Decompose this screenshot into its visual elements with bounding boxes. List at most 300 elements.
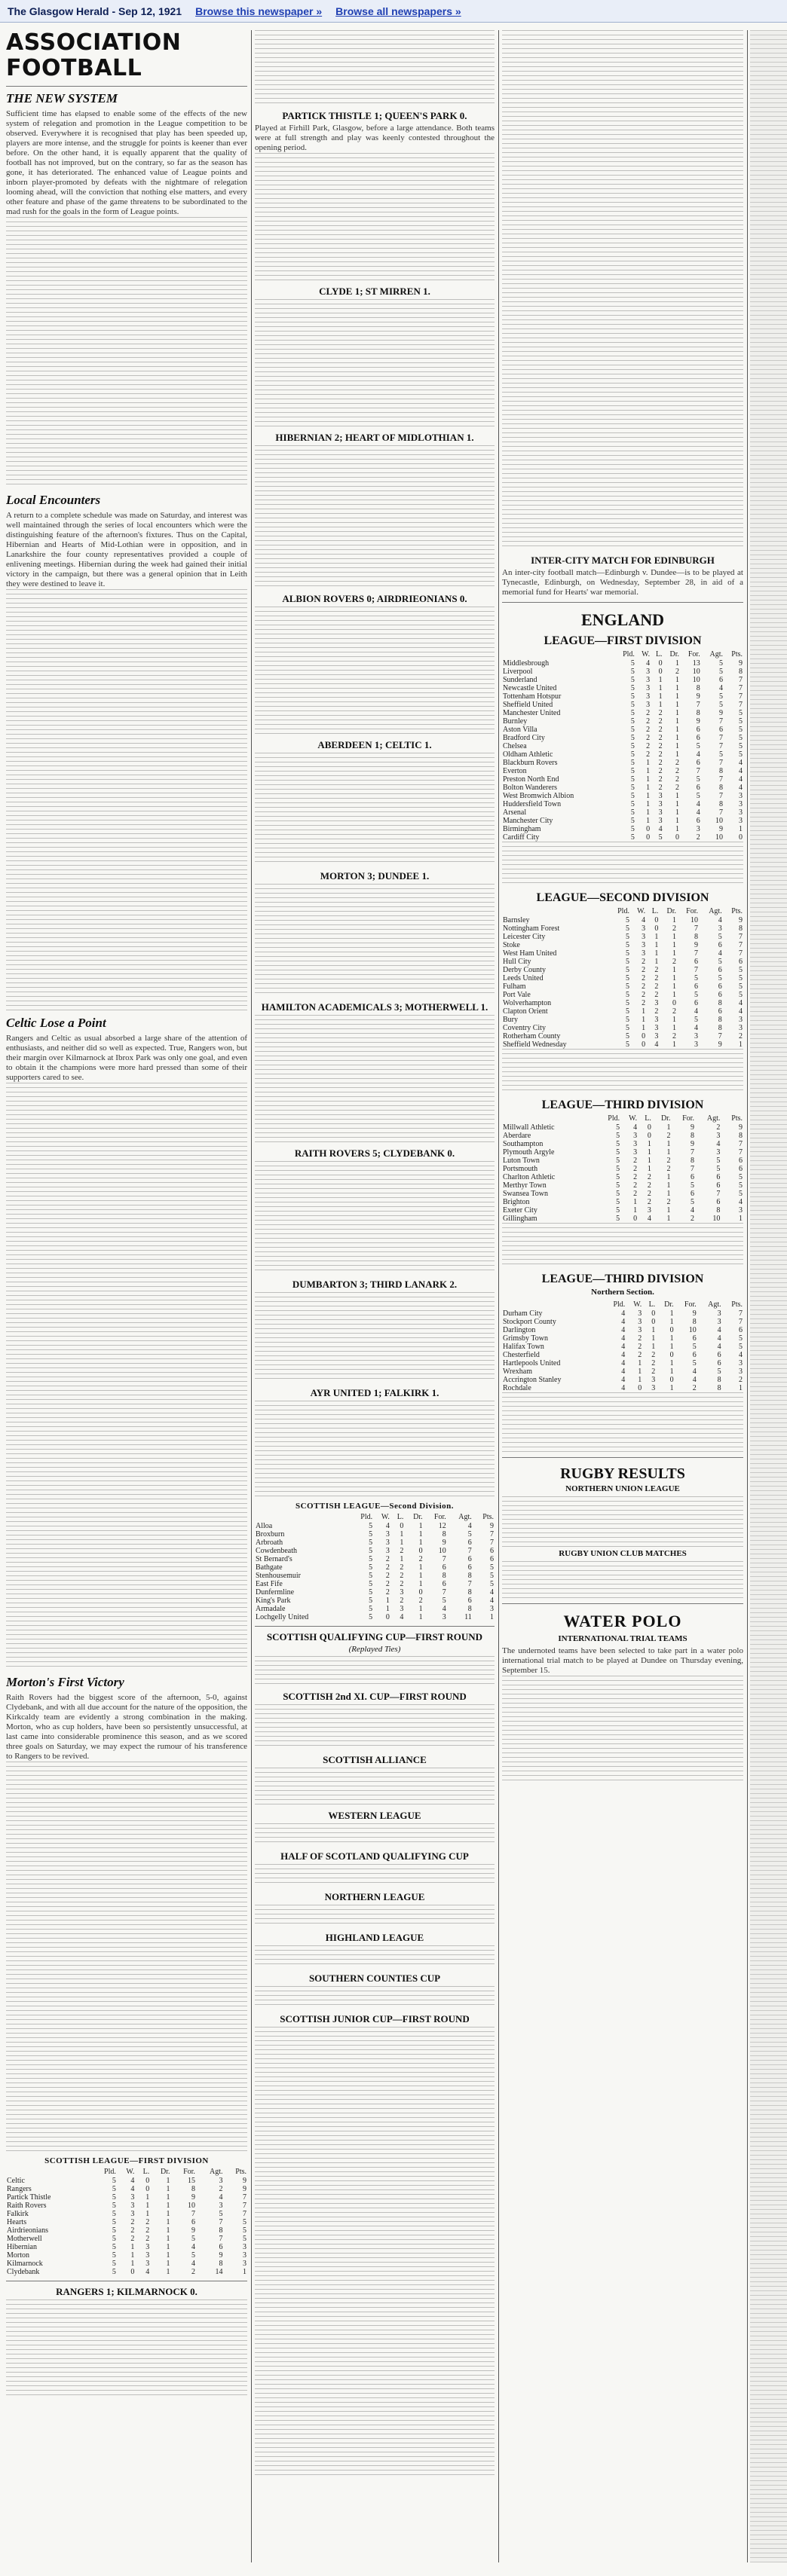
table-cell: 8 bbox=[467, 1572, 472, 1580]
table-cell: 3 bbox=[646, 676, 651, 684]
table-cell: 5 bbox=[739, 734, 743, 742]
table-cell: 5 bbox=[658, 833, 663, 842]
table-cell: 5 bbox=[692, 1343, 697, 1351]
results-list bbox=[255, 1768, 495, 1805]
table-cell: 2 bbox=[675, 759, 680, 767]
match-report bbox=[255, 153, 495, 281]
team-name: Newcastle United bbox=[503, 684, 557, 692]
table-cell: 5 bbox=[467, 1530, 472, 1539]
table-cell: 6 bbox=[191, 2218, 195, 2226]
team-name: Charlton Athletic bbox=[503, 1173, 556, 1181]
browse-all-newspapers-link[interactable]: Browse all newspapers » bbox=[335, 5, 461, 17]
table-cell: 5 bbox=[739, 1181, 743, 1190]
table-cell: 3 bbox=[642, 924, 646, 933]
table-cell: 1 bbox=[418, 1605, 423, 1613]
table-cell: 7 bbox=[739, 701, 743, 709]
table-cell: 5 bbox=[625, 1016, 629, 1024]
table-cell: 6 bbox=[718, 1007, 722, 1016]
table-cell: 2 bbox=[633, 1157, 638, 1165]
table-cell: 7 bbox=[718, 759, 723, 767]
table-cell: 4 bbox=[739, 1007, 743, 1016]
table-cell: 3 bbox=[651, 1384, 656, 1392]
team-name: Motherwell bbox=[7, 2235, 42, 2243]
table-cell: 7 bbox=[690, 1165, 694, 1173]
table-cell: 1 bbox=[400, 1555, 404, 1563]
team-name: Chesterfield bbox=[503, 1351, 540, 1359]
table-cell: 4 bbox=[647, 1215, 651, 1223]
table-header-cell: Dr. bbox=[666, 907, 676, 915]
table-cell: 1 bbox=[418, 1539, 423, 1547]
table-cell: 1 bbox=[638, 1367, 642, 1376]
table-cell: 5 bbox=[717, 1367, 721, 1376]
table-cell: 5 bbox=[739, 991, 743, 999]
table-header-cell: L. bbox=[645, 1114, 651, 1123]
table-cell: 3 bbox=[145, 2243, 150, 2251]
table-cell: 1 bbox=[669, 1309, 674, 1318]
table-cell: 2 bbox=[633, 1165, 638, 1173]
table-row bbox=[502, 1024, 743, 1032]
team-name: Preston North End bbox=[503, 775, 559, 784]
table-cell: 9 bbox=[739, 1123, 743, 1132]
table-cell: 5 bbox=[616, 1140, 620, 1148]
table-cell: 5 bbox=[112, 2193, 116, 2202]
table-cell: 0 bbox=[654, 916, 659, 924]
team-name: East Fife bbox=[256, 1580, 283, 1588]
table-cell: 4 bbox=[621, 1376, 626, 1384]
table-cell: 2 bbox=[642, 958, 646, 966]
table-cell: 6 bbox=[467, 1563, 472, 1572]
table-cell: 5 bbox=[112, 2218, 116, 2226]
column-right bbox=[502, 30, 743, 2562]
team-name: Clydebank bbox=[7, 2268, 40, 2276]
table-header-cell bbox=[502, 1114, 597, 1123]
team-name: Luton Town bbox=[503, 1157, 540, 1165]
table-cell: 1 bbox=[672, 916, 676, 924]
table-cell: 6 bbox=[696, 734, 700, 742]
results-list bbox=[255, 1704, 495, 1749]
table-cell: 5 bbox=[696, 792, 700, 800]
table-cell: 5 bbox=[243, 2226, 247, 2235]
table-header-cell: Pts. bbox=[731, 1300, 743, 1309]
table-cell: 3 bbox=[654, 1032, 659, 1040]
table-cell: 5 bbox=[630, 784, 635, 792]
match-heading: CLYDE 1; ST MIRREN 1. bbox=[319, 286, 430, 297]
team-name: Clapton Orient bbox=[503, 1007, 548, 1016]
table-cell: 7 bbox=[690, 1148, 694, 1157]
table-cell: 8 bbox=[718, 1016, 722, 1024]
table-cell: 5 bbox=[625, 933, 629, 941]
table-cell: 7 bbox=[739, 1318, 743, 1326]
table-cell: 1 bbox=[646, 775, 651, 784]
table-cell: 1 bbox=[669, 1359, 674, 1367]
table-cell: 5 bbox=[616, 1206, 620, 1215]
match-heading: ALBION ROVERS 0; AIRDRIEONIANS 0. bbox=[282, 593, 467, 604]
table-cell: 1 bbox=[669, 1367, 674, 1376]
table-cell: 4 bbox=[718, 949, 722, 958]
table-cell: 3 bbox=[739, 808, 743, 817]
table-cell: 4 bbox=[654, 1040, 659, 1049]
table-cell: 8 bbox=[718, 1024, 722, 1032]
table-row bbox=[502, 825, 743, 833]
column-left bbox=[6, 30, 247, 2562]
table-cell: 1 bbox=[675, 701, 680, 709]
results-list bbox=[255, 1905, 495, 1927]
table-cell: 5 bbox=[616, 1190, 620, 1198]
team-name: Rotherham County bbox=[503, 1032, 561, 1040]
table-cell: 5 bbox=[630, 833, 635, 842]
table-cell: 7 bbox=[716, 1190, 721, 1198]
table-cell: 8 bbox=[718, 784, 723, 792]
table-cell: 1 bbox=[130, 2243, 135, 2251]
table-cell: 3 bbox=[716, 1132, 721, 1140]
table-cell: 1 bbox=[669, 1343, 674, 1351]
table-cell: 3 bbox=[219, 2202, 223, 2210]
table-cell: 0 bbox=[633, 1215, 638, 1223]
table-cell: 4 bbox=[717, 1334, 721, 1343]
table-cell: 1 bbox=[672, 966, 676, 974]
table-cell: 7 bbox=[467, 1547, 472, 1555]
table-cell: 4 bbox=[739, 1351, 743, 1359]
table-cell: 5 bbox=[369, 1597, 373, 1605]
table-cell: 5 bbox=[616, 1198, 620, 1206]
table-cell: 11 bbox=[464, 1613, 472, 1621]
table-header-cell: Pld. bbox=[360, 1513, 373, 1521]
table-cell: 2 bbox=[145, 2218, 150, 2226]
team-name: Hibernian bbox=[7, 2243, 37, 2251]
team-name: Arsenal bbox=[503, 808, 527, 817]
match-report bbox=[255, 445, 495, 588]
table-cell: 0 bbox=[418, 1547, 423, 1555]
table-cell: 3 bbox=[638, 1326, 642, 1334]
table-cell: 3 bbox=[739, 1016, 743, 1024]
table-row bbox=[502, 767, 743, 775]
table-row bbox=[255, 1588, 495, 1597]
results-list bbox=[502, 1561, 743, 1599]
table-cell: 6 bbox=[718, 676, 723, 684]
table-cell: 7 bbox=[694, 924, 698, 933]
table-row bbox=[502, 1318, 743, 1326]
table-header-cell: Pld. bbox=[623, 650, 635, 659]
table-row bbox=[502, 1376, 743, 1384]
team-name: Gillingham bbox=[503, 1215, 537, 1223]
table-cell: 1 bbox=[647, 1148, 651, 1157]
table-cell: 6 bbox=[716, 1181, 721, 1190]
browse-this-newspaper-link[interactable]: Browse this newspaper » bbox=[195, 5, 323, 17]
table-cell: 5 bbox=[690, 1198, 694, 1206]
english-first-division-table bbox=[502, 649, 743, 842]
table-cell: 4 bbox=[717, 1343, 721, 1351]
league-table-title: LEAGUE—THIRD DIVISION bbox=[541, 1273, 704, 1285]
table-cell: 3 bbox=[739, 1206, 743, 1215]
table-cell: 3 bbox=[243, 2251, 247, 2260]
table-cell: 5 bbox=[718, 701, 723, 709]
table-cell: 1 bbox=[418, 1522, 423, 1530]
table-cell: 3 bbox=[658, 800, 663, 808]
table-cell: 8 bbox=[442, 1572, 446, 1580]
table-row bbox=[502, 775, 743, 784]
table-cell: 3 bbox=[696, 825, 700, 833]
table-cell: 7 bbox=[718, 808, 723, 817]
table-cell: 1 bbox=[658, 701, 663, 709]
table-cell: 0 bbox=[642, 1040, 646, 1049]
team-name: Arbroath bbox=[256, 1539, 283, 1547]
table-cell: 6 bbox=[694, 999, 698, 1007]
results-list bbox=[502, 1392, 743, 1453]
table-cell: 8 bbox=[442, 1530, 446, 1539]
table-cell: 2 bbox=[658, 726, 663, 734]
match-heading: HAMILTON ACADEMICALS 3; MOTHERWELL 1. bbox=[261, 1001, 488, 1013]
table-cell: 3 bbox=[243, 2243, 247, 2251]
english-second-division-table bbox=[502, 906, 743, 1049]
table-cell: 6 bbox=[690, 1173, 694, 1181]
table-cell: 5 bbox=[490, 1563, 494, 1572]
table-row bbox=[502, 966, 743, 974]
table-cell: 4 bbox=[621, 1359, 626, 1367]
match-report bbox=[255, 753, 495, 866]
table-cell: 1 bbox=[646, 759, 651, 767]
table-cell: 3 bbox=[642, 933, 646, 941]
table-row bbox=[502, 1198, 743, 1206]
table-cell: 1 bbox=[633, 1198, 638, 1206]
table-cell: 7 bbox=[718, 792, 723, 800]
match-report bbox=[255, 607, 495, 735]
team-name: Aston Villa bbox=[503, 726, 537, 734]
table-cell: 0 bbox=[658, 668, 663, 676]
table-cell: 1 bbox=[642, 1016, 646, 1024]
table-row bbox=[502, 709, 743, 717]
table-header-cell: L. bbox=[397, 1513, 404, 1521]
table-cell: 3 bbox=[400, 1588, 404, 1597]
table-cell: 1 bbox=[651, 1326, 656, 1334]
table-cell: 1 bbox=[654, 949, 659, 958]
table-cell: 1 bbox=[672, 982, 676, 991]
table-cell: 4 bbox=[717, 1326, 721, 1334]
table-cell: 10 bbox=[438, 1547, 446, 1555]
table-cell: 1 bbox=[418, 1572, 423, 1580]
cup-heading: SOUTHERN COUNTIES CUP bbox=[308, 1972, 441, 1984]
team-name: Broxburn bbox=[256, 1530, 285, 1539]
table-cell: 5 bbox=[718, 750, 723, 759]
table-cell: 6 bbox=[718, 991, 722, 999]
table-cell: 2 bbox=[647, 1181, 651, 1190]
table-cell: 2 bbox=[646, 742, 651, 750]
table-header-cell: L. bbox=[651, 907, 659, 915]
table-cell: 2 bbox=[658, 767, 663, 775]
table-cell: 5 bbox=[369, 1539, 373, 1547]
table-cell: 6 bbox=[442, 1563, 446, 1572]
table-header-cell: Agt. bbox=[210, 2168, 223, 2176]
water-polo-teams bbox=[502, 1676, 743, 1781]
table-cell: 7 bbox=[739, 1140, 743, 1148]
team-name: Airdrieonians bbox=[7, 2226, 48, 2235]
table-row bbox=[255, 1563, 495, 1572]
team-name: Bathgate bbox=[256, 1563, 283, 1572]
table-cell: 0 bbox=[400, 1522, 404, 1530]
table-cell: 6 bbox=[490, 1555, 494, 1563]
table-header-cell: Dr. bbox=[660, 1114, 671, 1123]
table-cell: 4 bbox=[718, 916, 722, 924]
table-cell: 2 bbox=[385, 1572, 390, 1580]
table-row bbox=[255, 1530, 495, 1539]
table-header-cell: Dr. bbox=[160, 2168, 170, 2176]
table-cell: 2 bbox=[646, 734, 651, 742]
table-cell: 8 bbox=[696, 684, 700, 692]
cup-heading: HALF OF SCOTLAND QUALIFYING CUP bbox=[280, 1850, 469, 1862]
english-third-division-table bbox=[502, 1114, 743, 1223]
table-header-cell: Pld. bbox=[104, 2168, 116, 2176]
table-cell: 2 bbox=[400, 1563, 404, 1572]
team-name: Barnsley bbox=[503, 916, 530, 924]
table-cell: 6 bbox=[739, 1326, 743, 1334]
table-cell: 7 bbox=[219, 2218, 223, 2226]
table-cell: 4 bbox=[633, 1123, 638, 1132]
table-cell: 0 bbox=[658, 659, 663, 668]
table-row bbox=[502, 991, 743, 999]
table-cell: 1 bbox=[166, 2218, 170, 2226]
table-cell: 2 bbox=[654, 991, 659, 999]
table-cell: 0 bbox=[646, 833, 651, 842]
table-cell: 9 bbox=[490, 1522, 494, 1530]
table-cell: 2 bbox=[692, 1384, 697, 1392]
table-cell: 5 bbox=[625, 966, 629, 974]
table-header-cell: W. bbox=[637, 907, 646, 915]
table-cell: 1 bbox=[672, 1024, 676, 1032]
team-name: Morton bbox=[7, 2251, 29, 2260]
table-cell: 2 bbox=[690, 1215, 694, 1223]
table-cell: 5 bbox=[625, 958, 629, 966]
table-cell: 7 bbox=[718, 775, 723, 784]
table-cell: 1 bbox=[675, 808, 680, 817]
divider bbox=[502, 1457, 743, 1458]
table-cell: 1 bbox=[672, 1040, 676, 1049]
table-cell: 8 bbox=[717, 1376, 721, 1384]
table-row bbox=[502, 933, 743, 941]
table-header-cell: For. bbox=[433, 1513, 446, 1521]
table-cell: 1 bbox=[658, 676, 663, 684]
table-cell: 4 bbox=[696, 808, 700, 817]
table-cell: 5 bbox=[369, 1613, 373, 1621]
table-cell: 7 bbox=[739, 676, 743, 684]
table-cell: 5 bbox=[112, 2243, 116, 2251]
table-cell: 5 bbox=[630, 684, 635, 692]
table-cell: 1 bbox=[166, 2268, 170, 2276]
table-cell: 9 bbox=[718, 825, 723, 833]
table-cell: 5 bbox=[630, 759, 635, 767]
table-cell: 1 bbox=[647, 1140, 651, 1148]
table-cell: 5 bbox=[630, 717, 635, 726]
team-name: Tottenham Hotspur bbox=[503, 692, 562, 701]
table-cell: 6 bbox=[467, 1597, 472, 1605]
divider bbox=[255, 1626, 495, 1627]
table-cell: 2 bbox=[633, 1181, 638, 1190]
table-cell: 4 bbox=[716, 1140, 721, 1148]
table-cell: 5 bbox=[625, 974, 629, 982]
table-cell: 3 bbox=[130, 2210, 135, 2218]
table-cell: 1 bbox=[646, 817, 651, 825]
table-cell: 3 bbox=[385, 1547, 390, 1555]
table-row bbox=[255, 1539, 495, 1547]
table-row bbox=[255, 1597, 495, 1605]
table-cell: 3 bbox=[642, 949, 646, 958]
table-cell: 4 bbox=[490, 1597, 494, 1605]
table-row bbox=[502, 1132, 743, 1140]
table-row bbox=[502, 1181, 743, 1190]
table-cell: 1 bbox=[418, 1563, 423, 1572]
table-cell: 9 bbox=[690, 1140, 694, 1148]
table-cell: 5 bbox=[630, 792, 635, 800]
table-cell: 6 bbox=[718, 726, 723, 734]
table-cell: 2 bbox=[672, 1007, 676, 1016]
match-heading: PARTICK THISTLE 1; QUEEN'S PARK 0. bbox=[282, 110, 467, 121]
table-row bbox=[502, 1334, 743, 1343]
table-cell: 5 bbox=[625, 999, 629, 1007]
table-cell: 0 bbox=[130, 2268, 135, 2276]
table-cell: 1 bbox=[646, 784, 651, 792]
team-name: Merthyr Town bbox=[503, 1181, 547, 1190]
table-cell: 1 bbox=[166, 2235, 170, 2243]
table-cell: 5 bbox=[630, 775, 635, 784]
table-cell: 0 bbox=[642, 1032, 646, 1040]
league-table-subtitle: Northern Section. bbox=[591, 1288, 654, 1297]
table-row bbox=[502, 1173, 743, 1181]
water-polo-heading: WATER POLO bbox=[563, 1612, 682, 1630]
table-row bbox=[6, 2235, 247, 2243]
table-cell: 2 bbox=[385, 1588, 390, 1597]
table-cell: 3 bbox=[638, 1309, 642, 1318]
table-cell: 6 bbox=[718, 982, 722, 991]
table-cell: 2 bbox=[651, 1351, 656, 1359]
table-cell: 4 bbox=[739, 759, 743, 767]
table-row bbox=[255, 1555, 495, 1563]
table-cell: 5 bbox=[490, 1580, 494, 1588]
table-cell: 6 bbox=[490, 1547, 494, 1555]
table-cell: 1 bbox=[130, 2260, 135, 2268]
table-cell: 8 bbox=[718, 999, 722, 1007]
table-cell: 2 bbox=[672, 958, 676, 966]
table-cell: 4 bbox=[621, 1326, 626, 1334]
table-header-cell: Agt. bbox=[709, 907, 722, 915]
table-header-cell: Pld. bbox=[613, 1300, 626, 1309]
table-cell: 5 bbox=[243, 2235, 247, 2243]
table-cell: 4 bbox=[621, 1318, 626, 1326]
table-cell: 4 bbox=[191, 2243, 195, 2251]
team-name: Darlington bbox=[503, 1326, 536, 1334]
table-cell: 3 bbox=[130, 2202, 135, 2210]
table-cell: 4 bbox=[467, 1522, 472, 1530]
table-cell: 0 bbox=[646, 825, 651, 833]
cup-heading: SCOTTISH QUALIFYING CUP—FIRST ROUND bbox=[266, 1631, 483, 1642]
table-cell: 7 bbox=[739, 684, 743, 692]
table-cell: 1 bbox=[638, 1376, 642, 1384]
table-cell: 1 bbox=[633, 1206, 638, 1215]
league-heading: HIGHLAND LEAGUE bbox=[325, 1932, 424, 1943]
table-cell: 2 bbox=[145, 2226, 150, 2235]
table-cell: 5 bbox=[625, 982, 629, 991]
article-local-encounters: A return to a complete schedule was made on Saturday, and interest was well maintained through the series of local encounters which were the distinguishing feature of the afternoon's fixtures. Thus on the Capital, Hibernian and Hearts of Mid-Lothian were in opposition, and in Lanarkshire the four county representatives provided a couple of enlivening meetings. Hibernian during the week had gained their initial victory in the campaign, but there was a general opinion that in Leith they were destined to leave it. bbox=[6, 511, 247, 588]
table-cell: 3 bbox=[739, 817, 743, 825]
results-list bbox=[502, 1223, 743, 1268]
table-cell: 1 bbox=[166, 2226, 170, 2235]
table-cell: 3 bbox=[243, 2260, 247, 2268]
table-cell: 4 bbox=[191, 2260, 195, 2268]
table-cell: 0 bbox=[145, 2177, 150, 2185]
scottish-second-division-table bbox=[255, 1512, 495, 1621]
table-cell: 1 bbox=[675, 709, 680, 717]
table-header-cell: For. bbox=[687, 650, 700, 659]
table-row bbox=[502, 1016, 743, 1024]
table-cell: 4 bbox=[739, 775, 743, 784]
table-cell: 15 bbox=[187, 2177, 195, 2185]
